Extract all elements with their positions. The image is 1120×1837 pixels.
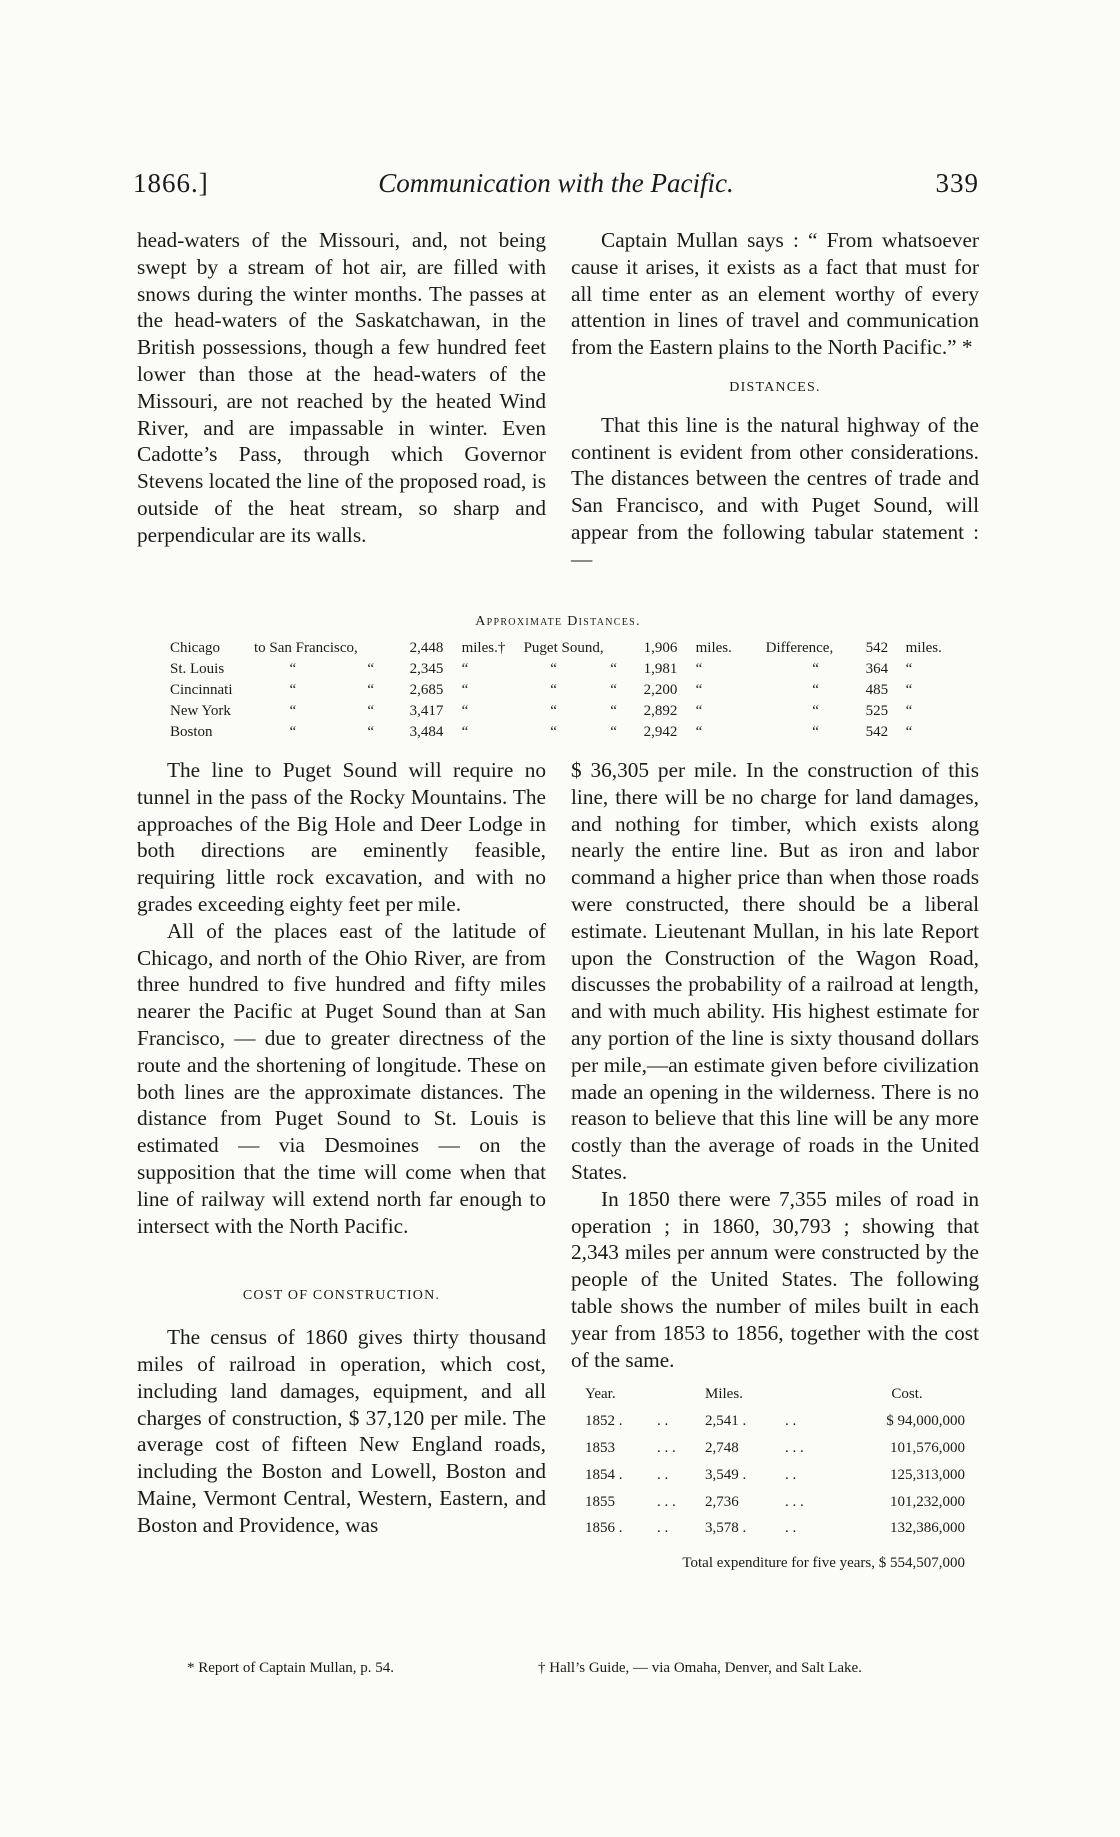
- paragraph: The line to Puget Sound will require no tunnel in the pass of the Rocky Mountains. The approaches of the Big Hole and Deer Lodge in both directions are eminently feasible, requiring little rock excavation, and with no grades exceeding eighty feet per mile.: [137, 758, 546, 916]
- table-row: 1852 . . . 2,541 . . . $ 94,000,000: [585, 1413, 965, 1430]
- railroad-table-total: Total expenditure for five years, $ 554,507,000: [682, 1555, 965, 1572]
- paragraph: The census of 1860 gives thirty thousand miles of railroad in operation, which cost, including land damages, equipment, and all charges of construction, $ 37,120 per mile. The average cost of fifteen New England roads, including the Boston and Lowell, Boston and Maine, Vermont Central, Western, Eastern, and Boston and Providence, was: [137, 1325, 546, 1537]
- paragraph: head-waters of the Missouri, and, not being swept by a stream of hot air, are filled with snows during the winter months. The passes at the head-waters of the Saskatchawan, in the British possessions, though a few hundred feet lower than those at the head-waters of the Missouri, are not reached by the heated Wind River, and are impassable in winter. Even Cadotte’s Pass, through which Governor Stevens located the line of the proposed road, is outside of the heat stream, so sharp and perpendicular are its walls.: [137, 228, 546, 547]
- section-heading-cost: COST OF CONSTRUCTION.: [242, 1288, 441, 1304]
- paragraph: $ 36,305 per mile. In the construction of this line, there will be no charge for land damages, and nothing for timber, which exists along nearly the entire line. But as iron and labor command a higher price than when those roads were constructed, there should be a liberal estimate. Lieutenant Mullan, in his late Report upon the Construction of the Wagon Road, discusses the probability of a railroad at length, and with much ability. His highest estimate for any portion of the line is sixty thousand dollars per mile,—an estimate given before civilization made an opening in the wilderness. There is no reason to believe that this line will be any more costly than the average of roads in the United States.: [571, 758, 979, 1184]
- table-row: 1856 . . . 3,578 . . . 132,386,000: [585, 1520, 965, 1537]
- footnote-halls-guide: † Hall’s Guide, — via Omaha, Denver, and Salt Lake.: [538, 1660, 862, 1676]
- table-row: Boston “ “ 3,484 “ “ “ 2,942 “ “ 542 “: [170, 724, 913, 740]
- header-year: 1866.]: [133, 168, 209, 198]
- page-number: 339: [935, 168, 979, 198]
- table-row: 1855 . . . 2,736 . . . 101,232,000: [585, 1493, 965, 1510]
- table-row: Chicago to San Francisco, 2,448 miles.† Puget Sound, 1,906 miles. Difference, 542 miles.: [170, 640, 942, 656]
- page-header: [133, 168, 979, 208]
- paragraph: That this line is the natural highway of the continent is evident from other considerations. The distances between the centres of trade and San Francisco, and with Puget Sound, will appear from the following tabular statement : —: [571, 412, 979, 571]
- distances-table-title: Approximate Distances.: [475, 614, 641, 629]
- table-row: St. Louis “ “ 2,345 “ “ “ 1,981 “ “ 364 “: [170, 661, 913, 677]
- right-column-top: [571, 227, 979, 573]
- railroad-table: [571, 1381, 979, 1542]
- table-row: New York “ “ 3,417 “ “ “ 2,892 “ “ 525 “: [170, 703, 913, 719]
- right-column-bottom: [571, 757, 979, 1577]
- table-row: Cincinnati “ “ 2,685 “ “ “ 2,200 “ “ 485 “: [170, 682, 913, 698]
- paragraph: Captain Mullan says : “ From whatsoever cause it arises, it exists as a fact that must for all time enter as an element worthy of every attention in lines of travel and communication from the Eastern plains to the North Pacific.” *: [571, 228, 979, 360]
- running-title: Communication with the Pacific.: [378, 168, 734, 198]
- left-column-bottom: [137, 757, 546, 1539]
- distances-table: [170, 638, 960, 743]
- table-header-row: Year. Miles. Cost.: [585, 1386, 923, 1403]
- paragraph: In 1850 there were 7,355 miles of road in operation ; in 1860, 30,793 ; showing that 2,343 miles per annum were constructed by the people of the United States. The following table shows the number of miles built in each year from 1853 to 1856, together with the cost of the same.: [571, 1186, 979, 1372]
- table-row: 1853 . . . 2,748 . . . 101,576,000: [585, 1439, 965, 1456]
- footnote-mullan: * Report of Captain Mullan, p. 54.: [187, 1660, 395, 1676]
- table-row: 1854 . . . 3,549 . . . 125,313,000: [585, 1466, 965, 1483]
- section-heading-distances: DISTANCES.: [729, 379, 821, 395]
- paragraph: All of the places east of the latitude of Chicago, and north of the Ohio River, are from three hundred to five hundred and fifty miles nearer the Pacific at Puget Sound than at San Francisco, — due to greater directness of the route and the shortening of longitude. These on both lines are the approximate distances. The distance from Puget Sound to St. Louis is estimated — via Desmoines — on the supposition that the time will come when that line of railway will extend north far enough to intersect with the North Pacific.: [137, 918, 546, 1238]
- left-column-top: [137, 227, 546, 549]
